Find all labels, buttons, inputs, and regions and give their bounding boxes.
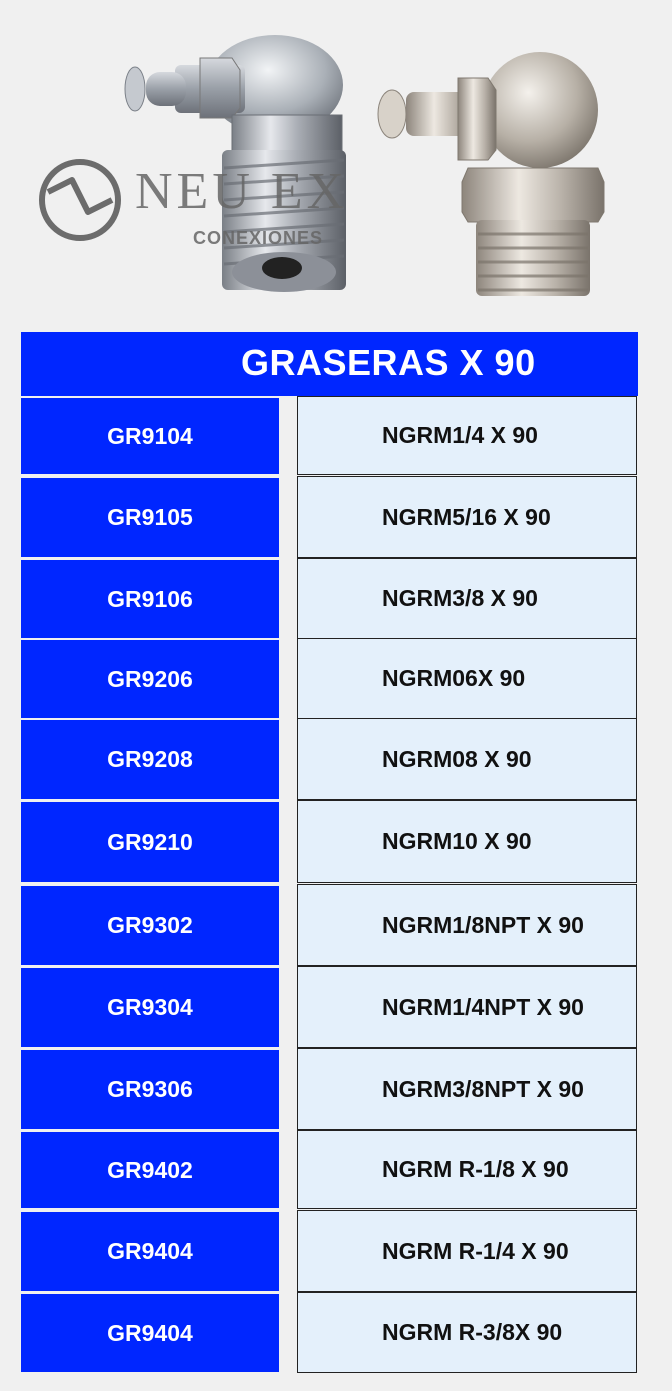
- product-code-cell: GR9105: [21, 478, 279, 557]
- product-description-cell: NGRM06X 90: [297, 638, 637, 719]
- product-code-cell: GR9206: [21, 640, 279, 718]
- brand-subtitle: CONEXIONES: [193, 228, 324, 248]
- product-code-cell: GR9208: [21, 720, 279, 799]
- brand-name: NEU EX: [135, 163, 349, 220]
- product-description-cell: NGRM3/8 X 90: [297, 558, 637, 639]
- product-code-cell: GR9304: [21, 968, 279, 1047]
- table-title-bar: [21, 332, 638, 396]
- product-code-cell: GR9306: [21, 1050, 279, 1129]
- product-description-cell: NGRM5/16 X 90: [297, 476, 637, 558]
- product-code-cell: GR9404: [21, 1212, 279, 1291]
- product-code-cell: GR9210: [21, 802, 279, 882]
- product-description-cell: NGRM R-1/4 X 90: [297, 1210, 637, 1292]
- product-code-cell: GR9302: [21, 886, 279, 965]
- product-code-cell: GR9106: [21, 560, 279, 638]
- product-description-cell: NGRM10 X 90: [297, 800, 637, 883]
- product-description-cell: NGRM1/4 X 90: [297, 396, 637, 475]
- product-code-cell: GR9402: [21, 1132, 279, 1208]
- table-title: GRASERAS X 90: [241, 342, 536, 383]
- nickel-fitting-right: [378, 52, 604, 296]
- product-image: [0, 0, 672, 320]
- product-code-cell: GR9404: [21, 1294, 279, 1372]
- grease-fittings-illustration: [0, 0, 672, 320]
- product-description-cell: NGRM R-1/8 X 90: [297, 1130, 637, 1209]
- product-description-cell: NGRM1/8NPT X 90: [297, 884, 637, 966]
- product-code-cell: GR9104: [21, 398, 279, 474]
- neuflex-logo-icon: [42, 162, 118, 238]
- product-description-cell: NGRM08 X 90: [297, 718, 637, 800]
- product-description-cell: NGRM3/8NPT X 90: [297, 1048, 637, 1130]
- product-description-cell: NGRM1/4NPT X 90: [297, 966, 637, 1048]
- product-description-cell: NGRM R-3/8X 90: [297, 1292, 637, 1373]
